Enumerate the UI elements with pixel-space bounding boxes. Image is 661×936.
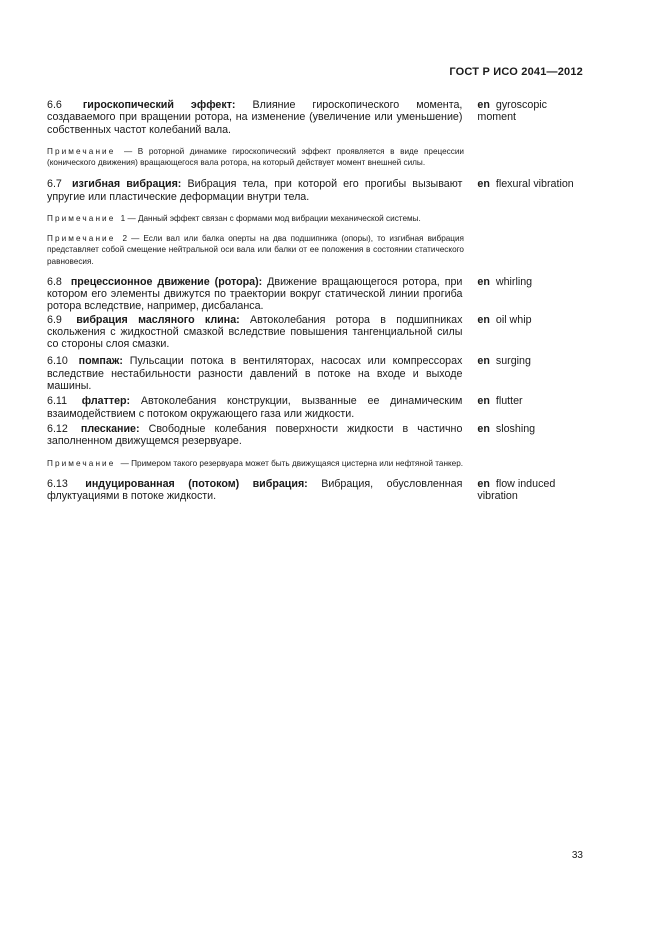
english-equivalent xyxy=(477,355,587,392)
term-name: флаттер: xyxy=(81,395,131,408)
term-entry-6-7 xyxy=(47,178,587,203)
note-label: Примечание xyxy=(47,146,116,156)
term-text: Пульсации потока в вентиляторах, насосах или компрессорах вследствие нестабильности разности давлений в потоке на входе и выходе машины. xyxy=(47,355,463,393)
note-6-7-2 xyxy=(47,233,464,267)
term-name: плескание: xyxy=(80,422,140,435)
language-code: en xyxy=(477,178,490,191)
equivalent-term: flow induced vibration xyxy=(477,477,556,503)
page-number: 33 xyxy=(571,850,583,861)
english-equivalent xyxy=(477,99,587,136)
equivalent-term: gyroscopic moment xyxy=(477,99,547,124)
english-equivalent xyxy=(477,423,587,448)
term-definition xyxy=(47,276,462,313)
note-text: — В роторной динамике гироскопический эффект проявляется в виде прецессии (конического движения) вращающегося вала ротора, на который действует момент внешней силы. xyxy=(47,146,464,168)
term-number: 6.8 xyxy=(47,275,62,288)
term-definition xyxy=(47,395,462,420)
note-label: Примечание xyxy=(47,458,116,468)
term-text: Вибрация, обусловленная флуктуациями в потоке жидкости. xyxy=(47,477,463,503)
equivalent-term: sloshing xyxy=(495,422,536,435)
term-name: индуцированная (потоком) вибрация: xyxy=(85,477,308,490)
equivalent-term: oil whip xyxy=(495,313,532,326)
term-entry-6-8 xyxy=(47,276,587,313)
term-number: 6.13 xyxy=(47,477,68,490)
note-label: Примечание xyxy=(47,213,116,223)
terms-section xyxy=(47,99,587,502)
term-number: 6.10 xyxy=(47,355,68,368)
english-equivalent xyxy=(477,395,587,420)
equivalent-term: flexural vibration xyxy=(495,178,574,191)
language-code: en xyxy=(477,275,490,288)
equivalent-term: surging xyxy=(495,355,531,368)
note-6-7-1 xyxy=(47,213,464,224)
term-name: помпаж: xyxy=(78,355,123,368)
term-number: 6.9 xyxy=(47,313,62,326)
term-name: гироскопический эффект: xyxy=(82,99,236,111)
equivalent-term: whirling xyxy=(495,275,533,288)
note-text: 2 — Если вал или балка оперты на два подшипника (опоры), то изгибная вибрация представляет собой смещение нейтральной оси вала или балки от ее положения в состоянии статического равновесия. xyxy=(47,234,464,266)
term-text: Движение вращающегося ротора, при котором его элементы движутся по траектории вокруг статической линии прогиба ротора вследствие, например, дисбаланса. xyxy=(47,275,463,313)
term-text: Вибрация тела, при которой его прогибы вызывают упругие или пластические деформации внутри тела. xyxy=(47,178,463,203)
language-code: en xyxy=(477,395,490,408)
term-number: 6.11 xyxy=(47,395,68,408)
note-text: 1 — Данный эффект связан с формами мод вибрации механической системы. xyxy=(120,213,421,223)
term-entry-6-10 xyxy=(47,355,587,392)
term-name: прецессионное движение (ротора): xyxy=(70,275,263,288)
english-equivalent xyxy=(477,314,587,351)
term-entry-6-11 xyxy=(47,395,587,420)
language-code: en xyxy=(477,477,490,490)
term-number: 6.7 xyxy=(47,178,62,191)
note-label: Примечание xyxy=(47,234,116,244)
term-text: Автоколебания конструкции, вызванные ее динамическим взаимодействием с потоком окружающего газа или жидкости. xyxy=(47,395,463,420)
equivalent-term: flutter xyxy=(495,395,523,408)
language-code: en xyxy=(477,422,490,435)
document-header: ГОСТ Р ИСО 2041—2012 xyxy=(449,66,583,78)
language-code: en xyxy=(477,99,490,111)
english-equivalent xyxy=(477,276,587,313)
term-entry-6-6 xyxy=(47,99,587,136)
english-equivalent xyxy=(477,478,587,503)
language-code: en xyxy=(477,313,490,326)
term-name: изгибная вибрация: xyxy=(71,178,182,191)
term-definition xyxy=(47,314,462,351)
term-definition xyxy=(47,478,462,503)
term-text: Свободные колебания поверхности жидкости в частично заполненном движущемся резервуаре. xyxy=(47,422,463,448)
term-definition xyxy=(47,423,462,448)
term-number: 6.12 xyxy=(47,422,68,435)
term-entry-6-12 xyxy=(47,423,587,448)
note-text: — Примером такого резервуара может быть движущаяся цистерна или нефтяной танкер. xyxy=(120,458,464,468)
language-code: en xyxy=(477,355,490,368)
term-definition xyxy=(47,178,462,203)
term-definition xyxy=(47,99,462,136)
term-number: 6.6 xyxy=(47,99,62,111)
term-definition xyxy=(47,355,462,392)
note-6-6 xyxy=(47,146,464,168)
english-equivalent xyxy=(477,178,587,203)
term-name: вибрация масляного клина: xyxy=(76,313,240,326)
note-6-12 xyxy=(47,458,464,469)
term-text: Влияние гироскопического момента, создаваемого при вращении ротора, на изменение (увеличение или уменьшение) собственных частот колебаний вала. xyxy=(47,99,463,136)
term-entry-6-9 xyxy=(47,314,587,351)
term-entry-6-13 xyxy=(47,478,587,503)
term-text: Автоколебания ротора в подшипниках скольжения с жидкостной смазкой вследствие повышения тангенциальной силы со стороны слоя смазки. xyxy=(47,313,463,351)
